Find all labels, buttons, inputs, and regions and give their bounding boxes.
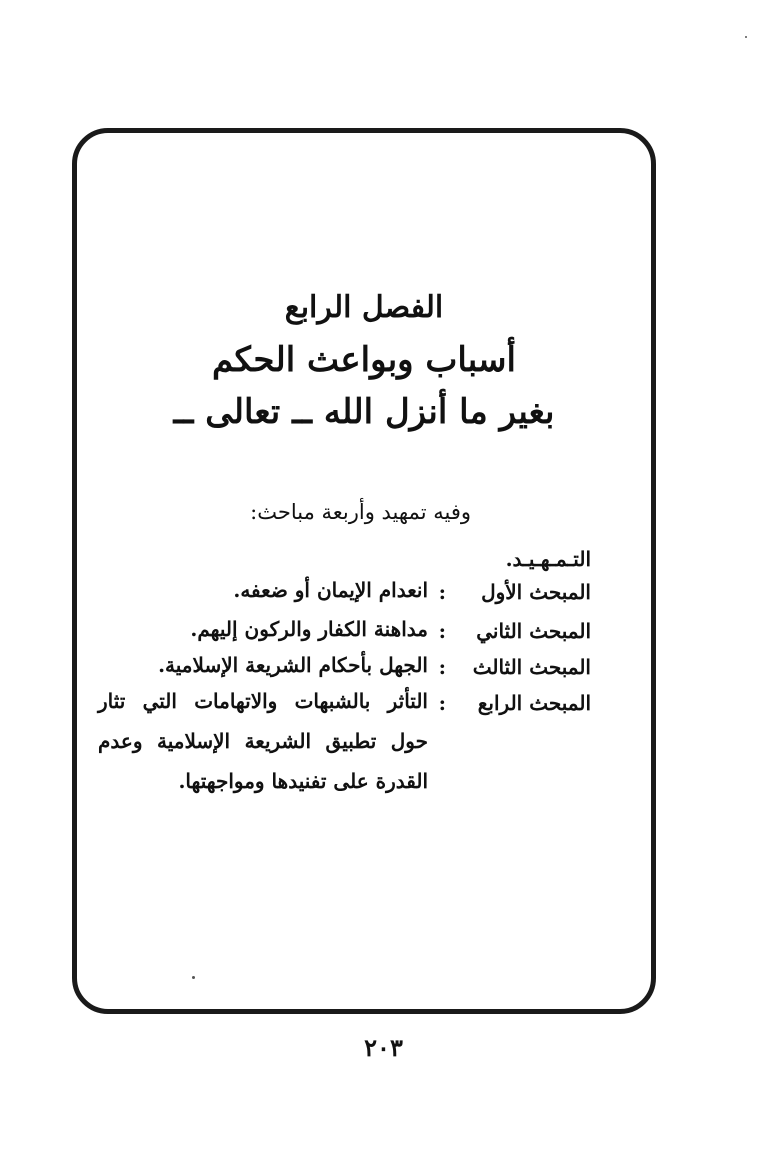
section-title: مداهنة الكفار والركون إليهم. <box>190 617 428 641</box>
section-title: الجهل بأحكام الشريعة الإسلامية. <box>158 653 428 677</box>
section-label: المبحث الثاني <box>476 619 591 643</box>
scan-speck <box>192 976 195 979</box>
chapter-intro: وفيه تمهيد وأربعة مباحث: <box>250 500 471 524</box>
section-colon: : <box>438 580 446 604</box>
section-label: المبحث الأول <box>481 580 591 604</box>
section-colon: : <box>438 619 446 643</box>
section-label: المبحث الثالث <box>472 655 591 679</box>
section-title: انعدام الإيمان أو ضعفه. <box>233 578 428 602</box>
scan-speck <box>745 36 747 38</box>
chapter-title-line1: أسباب وبواعث الحكم <box>212 340 516 380</box>
chapter-number: الفصل الرابع <box>284 290 444 325</box>
page-number: ٢٠٣ <box>364 1033 403 1062</box>
section-colon: : <box>438 655 446 679</box>
section-colon: : <box>438 691 446 715</box>
section-title: التأثر بالشبهات والاتهامات التي تثار حول تطبيق الشريعة الإسلامية وعدم القدرة على تفنيدها ومواجهتها. <box>98 689 428 793</box>
section-label: المبحث الرابع <box>477 691 591 715</box>
chapter-title-line2: بغير ما أنزل الله ــ تعالى ــ <box>173 392 555 432</box>
tamheed-item: التـمـهـيـد. <box>505 547 591 571</box>
